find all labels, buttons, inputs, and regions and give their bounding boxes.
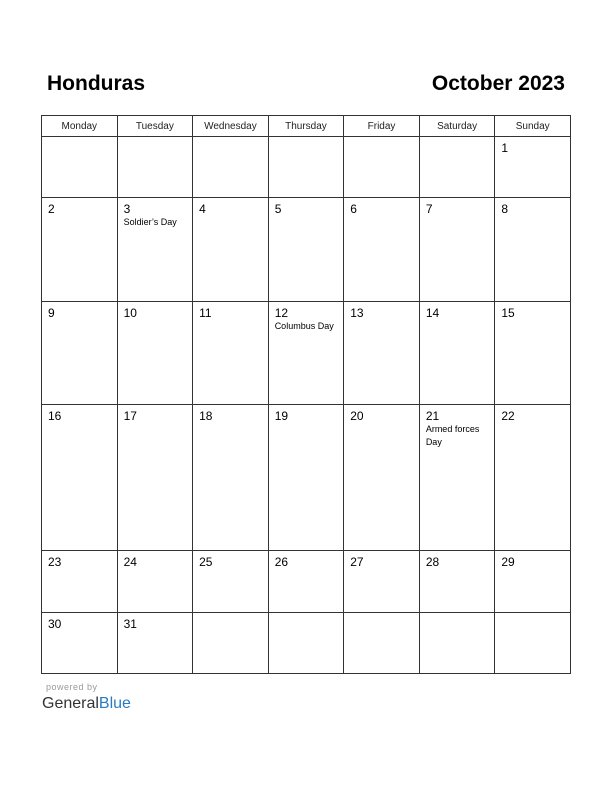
day-number: 19 <box>274 409 289 424</box>
day-cell <box>42 551 118 612</box>
week-row <box>42 198 571 302</box>
weekday-header-row <box>42 116 571 137</box>
day-cell <box>42 137 118 198</box>
day-cell <box>344 137 420 198</box>
day-cell <box>193 137 269 198</box>
day-cell <box>495 137 571 198</box>
weekday-header: Thursday <box>268 116 344 137</box>
day-cell <box>117 612 193 674</box>
day-number: 20 <box>350 409 364 424</box>
day-cell <box>42 301 118 405</box>
weekday-header: Wednesday <box>193 116 269 137</box>
day-cell <box>495 551 571 612</box>
week-row <box>42 405 571 551</box>
day-number: 8 <box>501 202 509 217</box>
day-number: 1 <box>501 141 509 155</box>
calendar-grid <box>41 115 571 674</box>
weekday-header: Sunday <box>495 116 571 137</box>
brand-logo <box>42 694 131 714</box>
weekday-header: Monday <box>42 116 118 137</box>
day-cell <box>268 198 344 302</box>
brand-blue: Blue <box>98 695 131 712</box>
day-cell <box>268 137 344 198</box>
day-cell <box>193 551 269 612</box>
day-number: 28 <box>425 555 440 570</box>
day-cell <box>117 551 193 612</box>
holiday-label: Armed forces Day <box>425 424 480 448</box>
weekday-header: Tuesday <box>117 116 193 137</box>
powered-by-label: powered by <box>46 682 98 692</box>
weekday-header: Friday <box>344 116 420 137</box>
day-cell <box>268 405 344 551</box>
day-cell <box>495 405 571 551</box>
day-number: 2 <box>48 202 55 217</box>
holiday-label: Columbus Day <box>274 320 334 331</box>
day-cell <box>193 301 269 405</box>
day-cell <box>193 612 269 674</box>
day-cell <box>117 137 193 198</box>
week-row <box>42 612 571 674</box>
day-number: 27 <box>350 555 364 570</box>
day-number: 5 <box>274 202 282 217</box>
day-cell <box>419 405 495 551</box>
day-cell <box>495 198 571 302</box>
day-number: 11 <box>199 305 212 320</box>
day-cell <box>344 405 420 551</box>
day-number: 24 <box>123 555 137 570</box>
day-cell <box>419 551 495 612</box>
day-number: 10 <box>123 305 137 320</box>
day-cell <box>344 551 420 612</box>
day-cell <box>419 612 495 674</box>
day-cell <box>344 198 420 302</box>
day-number: 29 <box>501 555 515 570</box>
day-cell <box>193 198 269 302</box>
week-row <box>42 551 571 612</box>
month-title: October 2023 <box>431 72 565 95</box>
day-number: 6 <box>350 202 357 217</box>
day-cell <box>117 301 193 405</box>
day-cell <box>42 405 118 551</box>
day-number: 22 <box>501 409 515 424</box>
day-number: 17 <box>123 409 137 424</box>
day-number: 3 <box>123 202 131 217</box>
day-cell <box>268 551 344 612</box>
day-number: 31 <box>123 616 137 631</box>
country-title: Honduras <box>47 72 146 95</box>
day-cell <box>268 612 344 674</box>
day-number: 15 <box>501 305 515 320</box>
day-number: 12 <box>274 305 289 320</box>
day-cell <box>344 301 420 405</box>
day-cell <box>344 612 420 674</box>
day-cell <box>193 405 269 551</box>
day-cell <box>495 301 571 405</box>
day-number: 23 <box>48 555 62 570</box>
day-cell <box>495 612 571 674</box>
day-number: 26 <box>274 555 289 570</box>
weekday-header: Saturday <box>419 116 495 137</box>
week-row <box>42 137 571 198</box>
day-number: 30 <box>48 616 62 631</box>
day-cell <box>419 198 495 302</box>
day-number: 9 <box>48 305 55 320</box>
day-number: 21 <box>425 409 440 424</box>
day-cell <box>117 405 193 551</box>
day-number: 16 <box>48 409 62 424</box>
day-cell <box>268 301 344 405</box>
holiday-label: Soldier’s Day <box>123 217 177 228</box>
day-number: 25 <box>199 555 213 570</box>
day-cell <box>419 301 495 405</box>
day-number: 13 <box>350 305 364 320</box>
day-number: 7 <box>425 202 433 217</box>
week-row <box>42 301 571 405</box>
day-cell <box>117 198 193 302</box>
day-cell <box>42 612 118 674</box>
brand-general: General <box>42 695 99 712</box>
day-number: 18 <box>199 409 213 424</box>
day-cell <box>42 198 118 302</box>
day-number: 4 <box>199 202 206 217</box>
day-cell <box>419 137 495 198</box>
day-number: 14 <box>425 305 440 320</box>
